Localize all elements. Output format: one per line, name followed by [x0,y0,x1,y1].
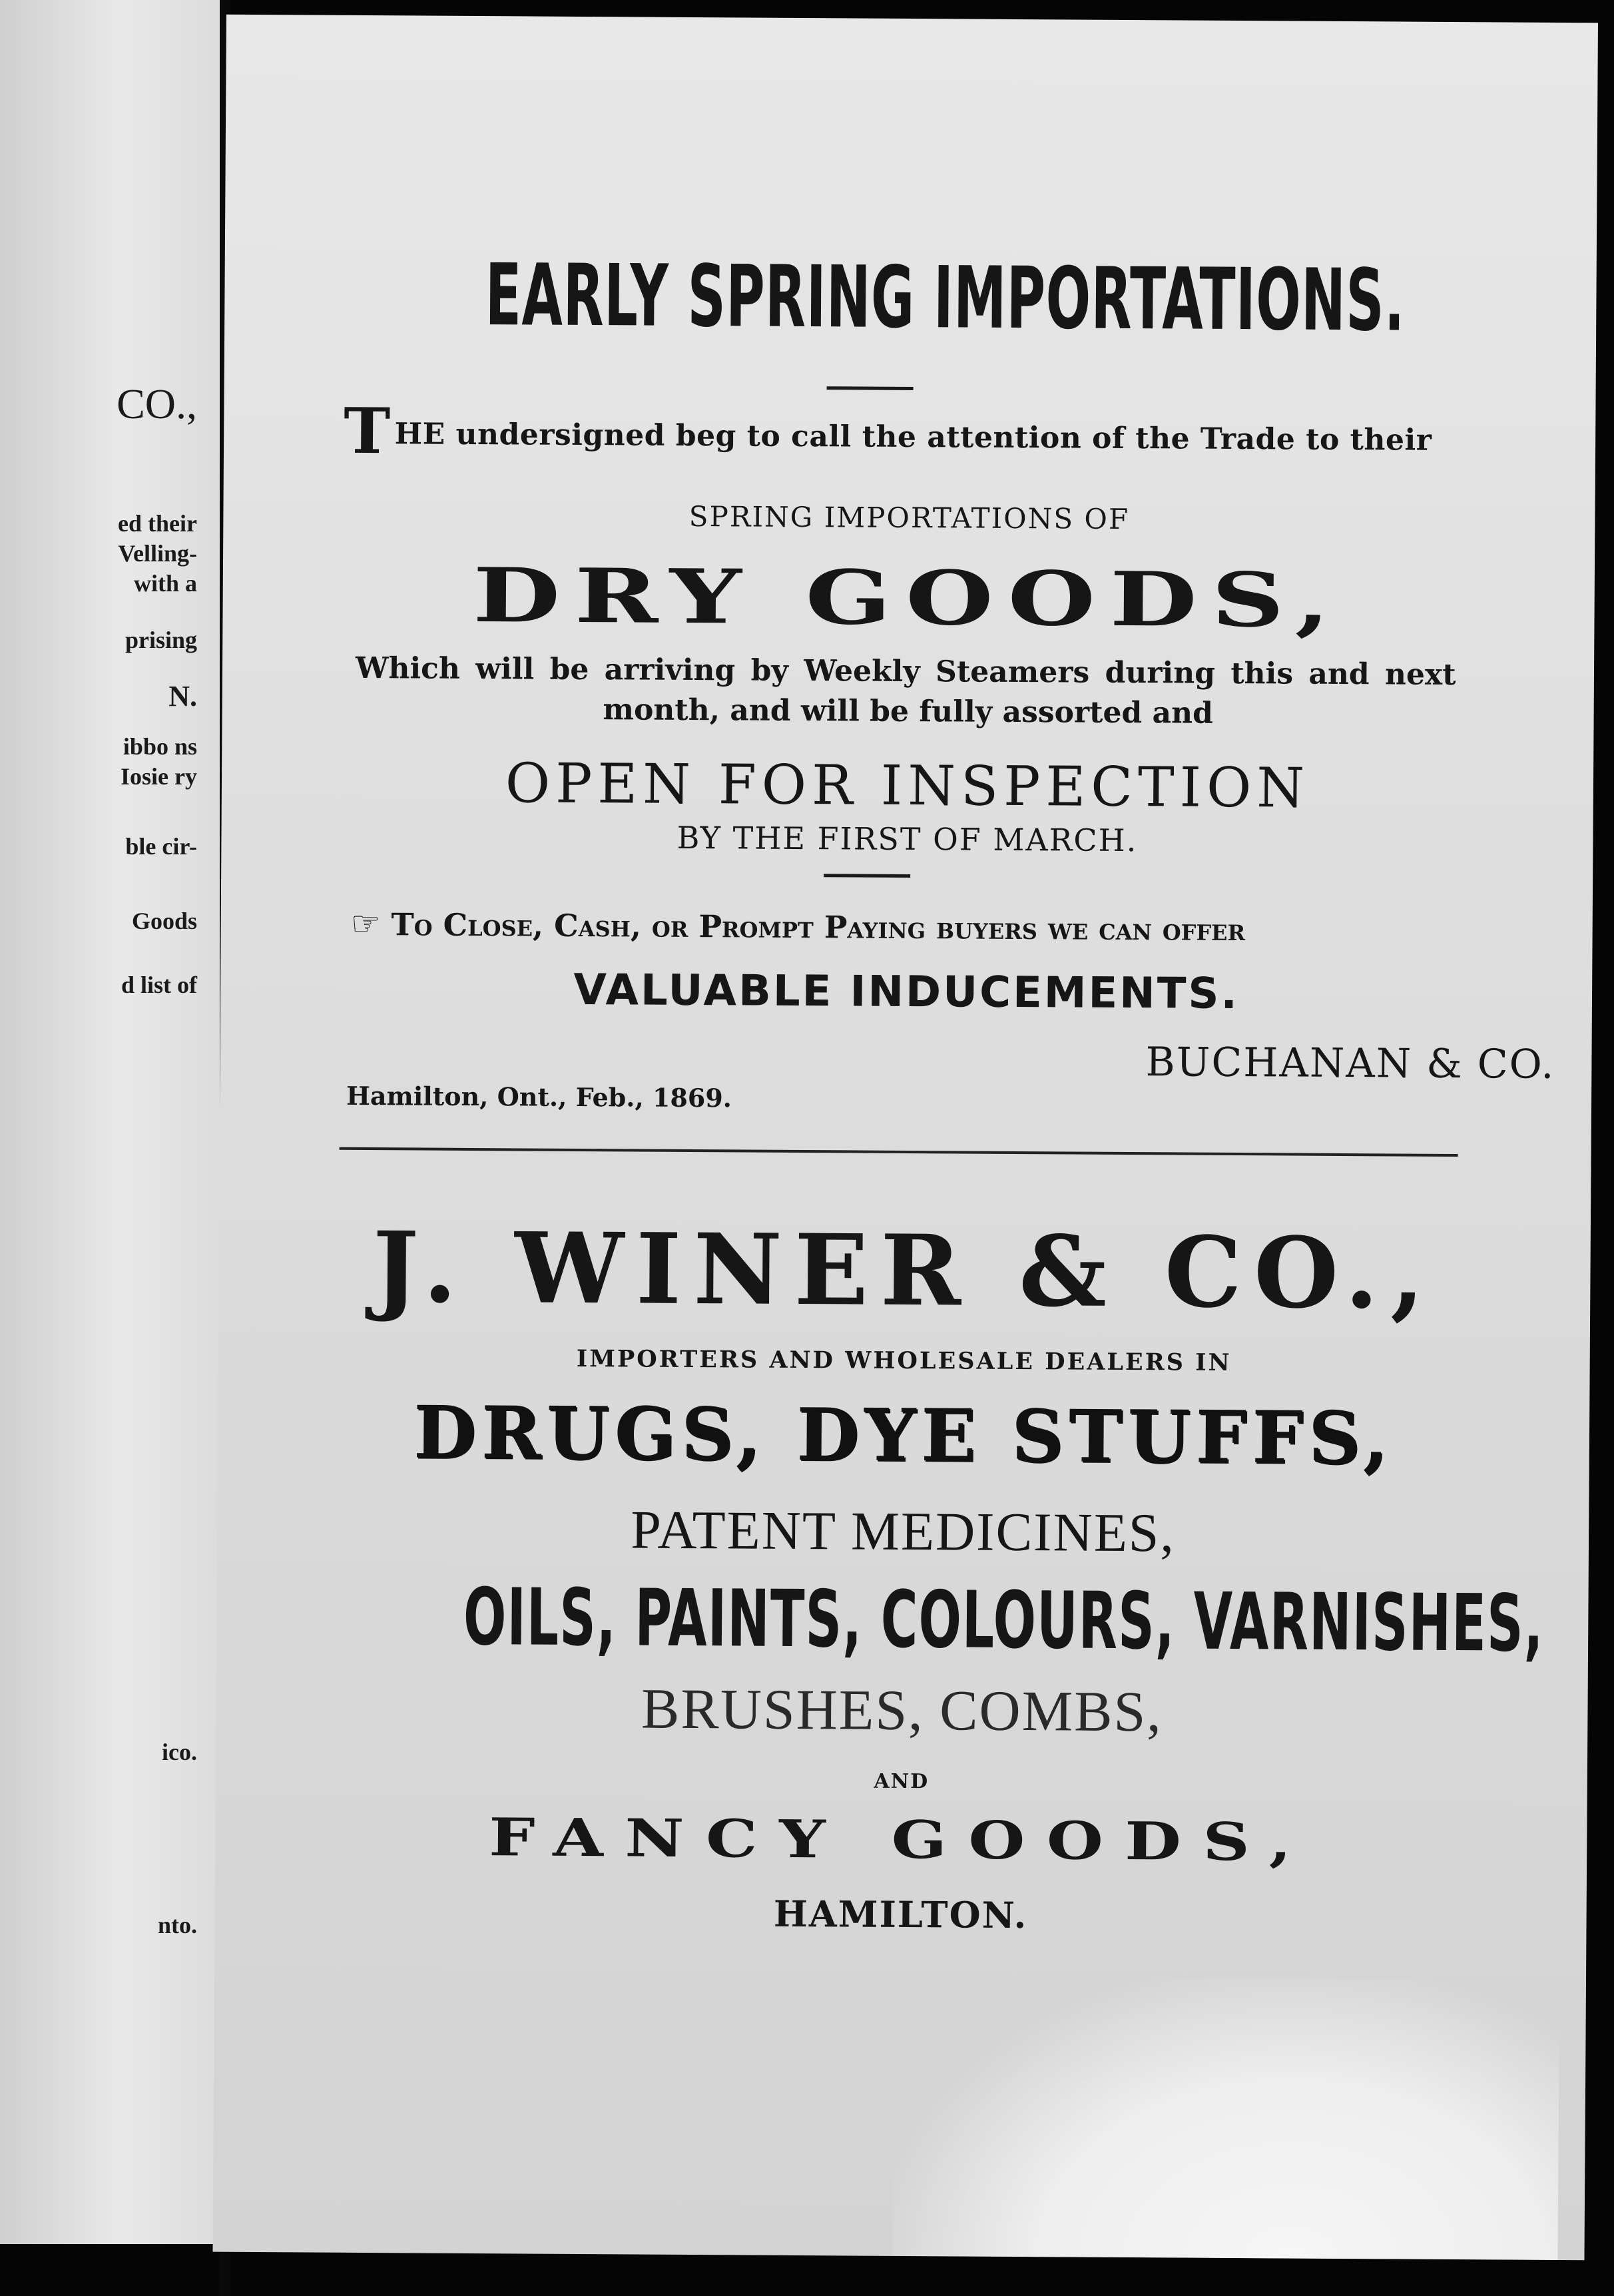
left-fragment: Iosie ry [121,763,197,790]
left-fragment: with a [133,570,197,597]
adjacent-page-fragment [0,0,220,2244]
conjunction: AND [874,1769,930,1794]
left-fragment: prising [125,627,197,653]
left-fragment: CO., [117,380,197,428]
left-fragment: ed their [118,510,197,537]
goods-line-fancy: FANCY GOODS, [489,1807,1314,1873]
inspection-heading: OPEN FOR INSPECTION [505,752,1310,820]
ad-headline: EARLY SPRING IMPORTATIONS. [485,246,1406,351]
terms-text: To Close, Cash, or Prompt Paying buyers we can offer [391,906,1246,948]
body-line: month, and will be fully assorted and [603,693,1213,730]
intro-paragraph [344,395,1598,476]
left-fragment: Goods [131,908,197,934]
subheading: SPRING IMPORTATIONS OF [688,499,1130,536]
left-fragment: nto. [157,1912,197,1938]
product-heading: DRY GOODS, [472,551,1345,645]
firm-name: J. WINER & CO., [372,1211,1437,1331]
short-rule [824,874,910,878]
left-fragment: Velling- [118,540,197,567]
goods-line-oils: OILS, PAINTS, COLOURS, VARNISHES, [463,1570,1545,1669]
left-fragment: ibbo ns [123,733,197,760]
firm-description: IMPORTERS AND WHOLESALE DEALERS IN [576,1344,1232,1376]
buchanan-advertisement [226,15,1598,1113]
dateline: Hamilton, Ont., Feb., 1869. [346,1080,732,1113]
date-notice: BY THE FIRST OF MARCH. [676,819,1138,859]
goods-line-drugs: DRUGS, DYE STUFFS, [413,1390,1394,1481]
firm-signature: BUCHANAN & CO. [1145,1039,1555,1088]
goods-line-brushes: BRUSHES, COMBS, [641,1676,1163,1744]
left-fragment: N. [168,680,197,713]
drop-cap: T [343,394,391,469]
goods-line-medicines: PATENT MEDICINES, [631,1499,1176,1564]
short-rule [827,386,914,390]
left-fragment: ble cir- [125,833,197,860]
pointing-hand-icon: ☞ [350,904,381,944]
body-line: Which will be arriving by Weekly Steamers during this and next [355,651,1456,693]
terms-line [351,904,1596,950]
left-fragment: d list of [121,972,197,998]
advertisement-page [212,15,1597,2261]
firm-city: HAMILTON. [773,1892,1028,1937]
inducement-heading: VALUABLE INDUCEMENTS. [573,965,1240,1019]
section-divider [340,1147,1458,1157]
intro-text: HE undersigned beg to call the attention of the Trade to their [394,417,1432,457]
left-fragment: ico. [162,1739,197,1765]
